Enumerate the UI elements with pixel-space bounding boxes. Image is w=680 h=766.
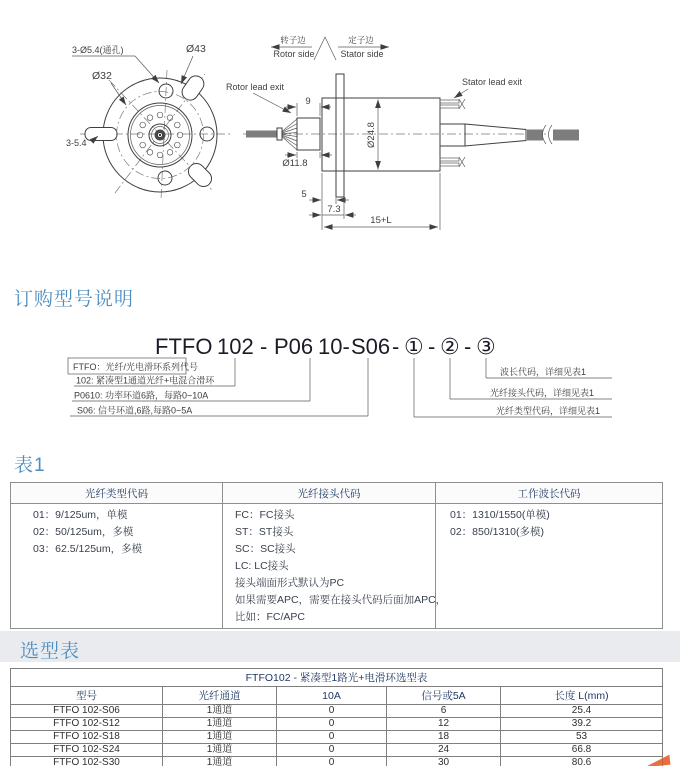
model-number [155,334,496,359]
cell-model: FTFO 102-S12 [11,718,163,731]
col-header-signal-5a: 信号或5A [387,687,501,705]
callout-power: P0610: 功率环道6路，每路0~10A [74,390,209,401]
col-header-length: 长度 L(mm) [501,687,663,705]
list-item: 01：9/125um，单模 [33,509,128,521]
model-breakdown [0,322,680,426]
model-dash4: - [464,334,472,359]
col-header-10a: 10A [277,687,387,705]
connector-code-cell [223,504,447,629]
model-circle3: ③ [476,334,496,359]
callout-connector: 光纤接头代码，详细见表1 [490,388,595,398]
model-series: FTFO [155,334,213,359]
dim-step: 5 [301,189,307,200]
callout-signal: S06: 信号环道,6路,每路0~5A [77,405,193,416]
table-row [11,744,663,757]
cell-signal: 24 [387,744,501,757]
cell-signal: 6 [387,705,501,718]
dim-shaft-length: 9 [305,96,311,107]
table-row [11,669,663,687]
order-section-heading: 订购型号说明 [14,289,135,310]
rotor-side-cn-label: 转子边 [280,35,306,45]
list-item: 02：850/1310(多模) [450,526,544,538]
list-item: ST：ST接头 [235,526,294,538]
cell-signal: 18 [387,731,501,744]
side-direction-labels [271,35,389,60]
cell-signal: 12 [387,718,501,731]
stator-side-cn-label: 定子边 [348,35,374,45]
list-item: 01：1310/1550(单模) [450,509,550,521]
cell-10a: 0 [277,718,387,731]
list-item: 比如：FC/APC [235,611,306,623]
model-dash2: - [392,334,400,359]
front-view [66,43,232,200]
table-row [11,687,663,705]
cell-length: 66.8 [501,744,663,757]
model-left-callouts [68,358,368,416]
list-item: SC：SC接头 [235,543,296,555]
selection-table [10,668,663,766]
col-header-wavelength-code: 工作波长代码 [436,483,663,504]
dim-total-length: 15+L [370,215,392,226]
cell-length: 80.6 [501,757,663,766]
selection-heading: 选型表 [20,641,81,662]
side-view [226,35,579,230]
callout-wavelength: 波长代码，详细见表1 [500,367,587,377]
col-header-fiber-type: 光纤类型代码 [11,483,223,504]
cell-model: FTFO 102-S24 [11,744,163,757]
selection-table-title: FTFO102 - 紧凑型1路光+电滑环选型表 [11,669,663,687]
cell-10a: 0 [277,731,387,744]
callout-series: FTFO：光纤/光电滑环系列代号 [73,362,198,372]
stator-lead-exit-label: Stator lead exit [462,77,523,87]
model-circle1: ① [404,334,424,359]
cell-fiber: 1通道 [163,718,277,731]
col-header-fiber-channels: 光纤通道 [163,687,277,705]
callout-fiber-type: 光纤类型代码，详细见表1 [496,406,601,416]
list-item: FC：FC接头 [235,509,295,521]
cell-model: FTFO 102-S30 [11,757,163,766]
front-outer-diameter-label: Ø43 [186,43,206,55]
cell-10a: 0 [277,744,387,757]
col-header-connector-code: 光纤接头代码 [223,483,436,504]
col-header-model: 型号 [11,687,163,705]
front-hole-label: 3-Ø5.4(通孔) [72,45,124,55]
cell-fiber: 1通道 [163,731,277,744]
table-row [11,718,663,731]
dim-flange-offset: 7.3 [327,204,341,215]
cell-10a: 0 [277,757,387,766]
stator-pins-top [440,99,465,109]
list-item: 03：62.5/125um，多模 [33,543,143,555]
table-row [11,705,663,718]
model-size: 102 [217,334,254,359]
model-right-callouts [414,358,612,417]
model-dash3: - [428,334,436,359]
stator-side-en-label: Stator side [340,49,384,59]
code-table [10,482,663,629]
selection-heading-banner [0,631,680,662]
cell-length: 25.4 [501,705,663,718]
table-row [11,757,663,766]
model-dash1: - [260,334,268,359]
cell-fiber: 1通道 [163,744,277,757]
callout-size: 102: 紧凑型1通道光纤+电混合滑环 [76,375,215,386]
cell-fiber: 1通道 [163,705,277,718]
technical-drawing [0,0,680,272]
list-item: 如果需要APC，需要在接头代码后面加APC， [235,594,447,606]
front-slot-label: 3-5.4 [66,138,87,148]
table-row [11,483,663,504]
cell-10a: 0 [277,705,387,718]
table-row [11,731,663,744]
model-power: P06 [274,334,314,359]
list-item: 接头端面形式默认为PC [235,577,345,589]
model-circle2: ② [440,334,460,359]
front-bolt-circle-label: Ø32 [92,70,112,82]
dim-shaft-diameter: Ø11.8 [282,158,308,169]
list-item: LC: LC接头 [235,560,289,572]
wavelength-code-cell [436,504,663,629]
rotor-side-en-label: Rotor side [273,49,315,59]
table-row [11,504,663,629]
cell-length: 39.2 [501,718,663,731]
rotor-lead-exit-label: Rotor lead exit [226,82,285,92]
table1-heading: 表1 [14,455,46,476]
cell-model: FTFO 102-S06 [11,705,163,718]
stator-pins-bottom [440,157,465,167]
rotor-leads [277,119,297,150]
list-item: 02：50/125um，多模 [33,526,134,538]
model-power2: 10- [318,334,350,359]
cell-length: 53 [501,731,663,744]
cell-fiber: 1通道 [163,757,277,766]
model-signal: S06 [351,334,391,359]
fiber-type-cell [11,504,223,629]
cell-signal: 30 [387,757,501,766]
cell-model: FTFO 102-S18 [11,731,163,744]
dim-body-diameter: Ø24.8 [366,122,377,148]
corner-accent-mark [644,755,671,766]
